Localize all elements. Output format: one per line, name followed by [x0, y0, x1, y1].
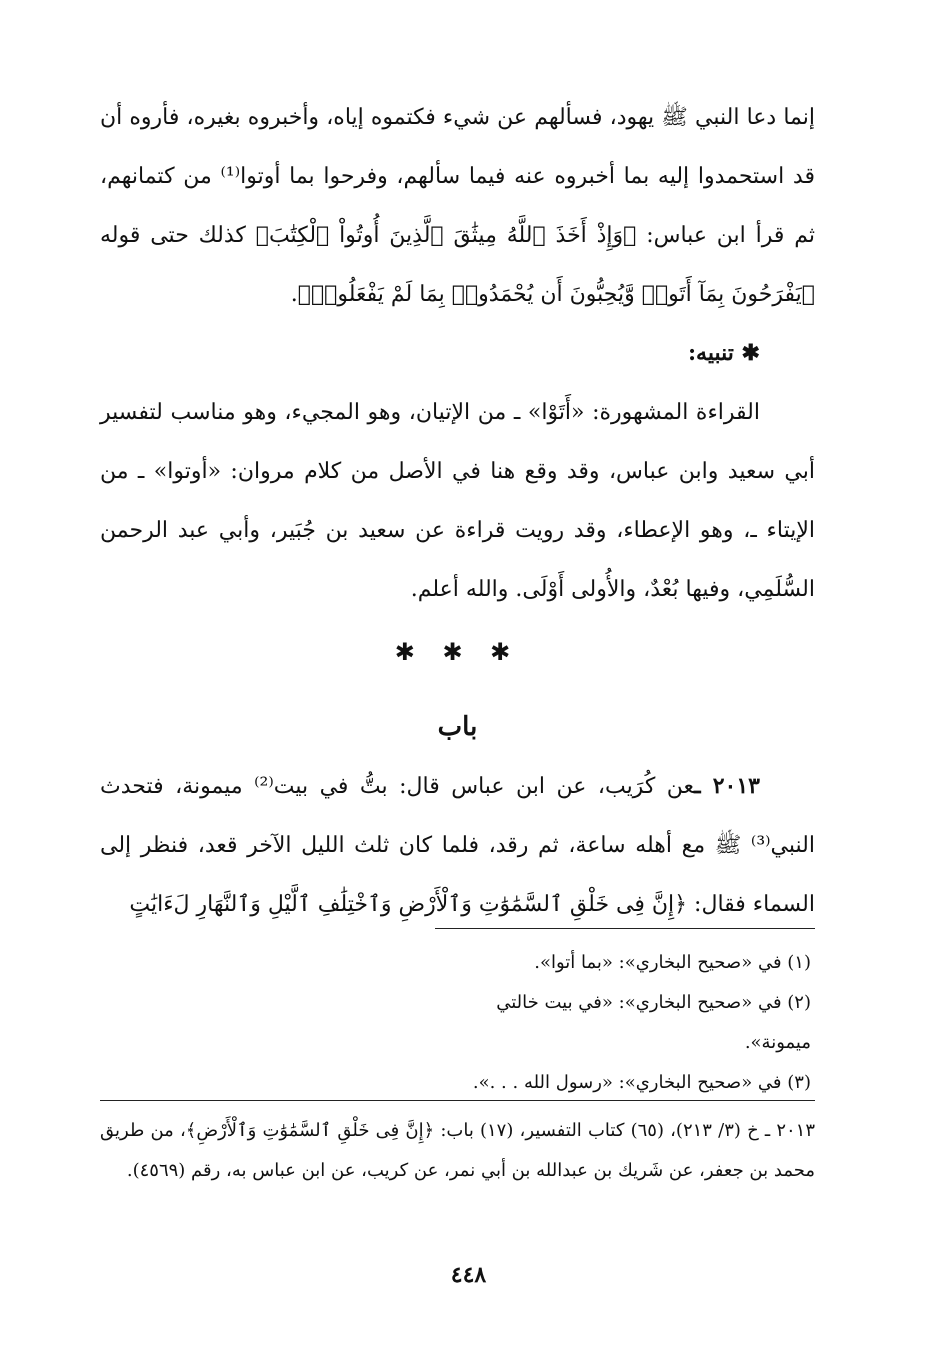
takhrij-text: ٢٠١٣ ـ خ (٣/ ٢١٣)، (٦٥) كتاب التفسير، (١٧) باب: ﴿إِنَّ فِى خَلْقِ ٱلسَّمَٰوَٰتِ وَٱلْأَرْضِ﴾، من طريق محمد بن جعفر، عن شَريك بن عبدالله بن أبي نمر، عن كريب، عن ابن عباس به، رقم (٤٥٦٩). [100, 1120, 815, 1181]
hadith-number: ٢٠١٣ ـ [694, 773, 760, 799]
footnotes [435, 928, 815, 1103]
footnote-2: (٢) في «صحيح البخاري»: «في بيت خالتي ميمونة». [496, 992, 811, 1053]
section-separator: ✱ ✱ ✱ [394, 638, 521, 666]
main-text [100, 88, 815, 934]
note-paragraph: القراءة المشهورة: «أَتَوْا» ـ من الإتيان، وهو المجيء، وهو مناسب لتفسير أبي سعيد وابن عباس، وقد وقع هنا في الأصل من كلام مروان: «أوتوا» ـ من الإيتاء ـ، وهو الإعطاء، وقد رويت قراءة عن سعيد بن جُبَير، وأبي عبد الرحمن السُّلَمِي، وفيها بُعْدٌ، والأُولى أَوْلَى. والله أعلم. [100, 400, 815, 602]
hadith-text: عن كُرَيب، عن ابن عباس قال: بتُّ في بيت⁽²⁾ ميمونة، فتحدث النبي⁽³⁾ ﷺ مع أهله ساعة، ثم رقد، فلما كان ثلث الليل الآخر قعد، فنظر إلى السماء فقال: ﴿إِنَّ فِى خَلْقِ ٱلسَّمَٰوَٰتِ وَٱلْأَرْضِ وَٱخْتِلَٰفِ ٱلَّيْلِ وَٱلنَّهَارِ لَءَايَٰتٍ [100, 774, 815, 917]
footnote-3: (٣) في «صحيح البخاري»: «رسول الله . . .». [472, 1072, 811, 1093]
paragraph-continuation: إنما دعا النبي ﷺ يهود، فسألهم عن شيء فكتموه إياه، وأخبروه بغيره، فأروه أن قد استحمدوا إليه بما أخبروه عنه فيما سألهم، وفرحوا بما أوتوا⁽¹⁾ من كتمانهم، ثم قرأ ابن عباس: ﴿وَإِذْ أَخَذَ ٱللَّهُ مِيثَٰقَ ٱلَّذِينَ أُوتُواْ ٱلْكِتَٰبَ﴾ كذلك حتى قوله ﴿يَفْرَحُونَ بِمَآ أَتَوا۟ وَّيُحِبُّونَ أَن يُحْمَدُوا۟ بِمَا لَمْ يَفْعَلُوا۟﴾. [100, 105, 815, 307]
hadith-paragraph [100, 757, 815, 934]
note-heading: ✱ تنبيه: [687, 340, 760, 366]
footnote-1: (١) في «صحيح البخاري»: «بما أتوا». [534, 952, 811, 973]
page-number: ٤٤٨ [450, 1262, 487, 1288]
chapter-title: باب [437, 712, 478, 742]
takhrij-note [100, 1100, 815, 1191]
